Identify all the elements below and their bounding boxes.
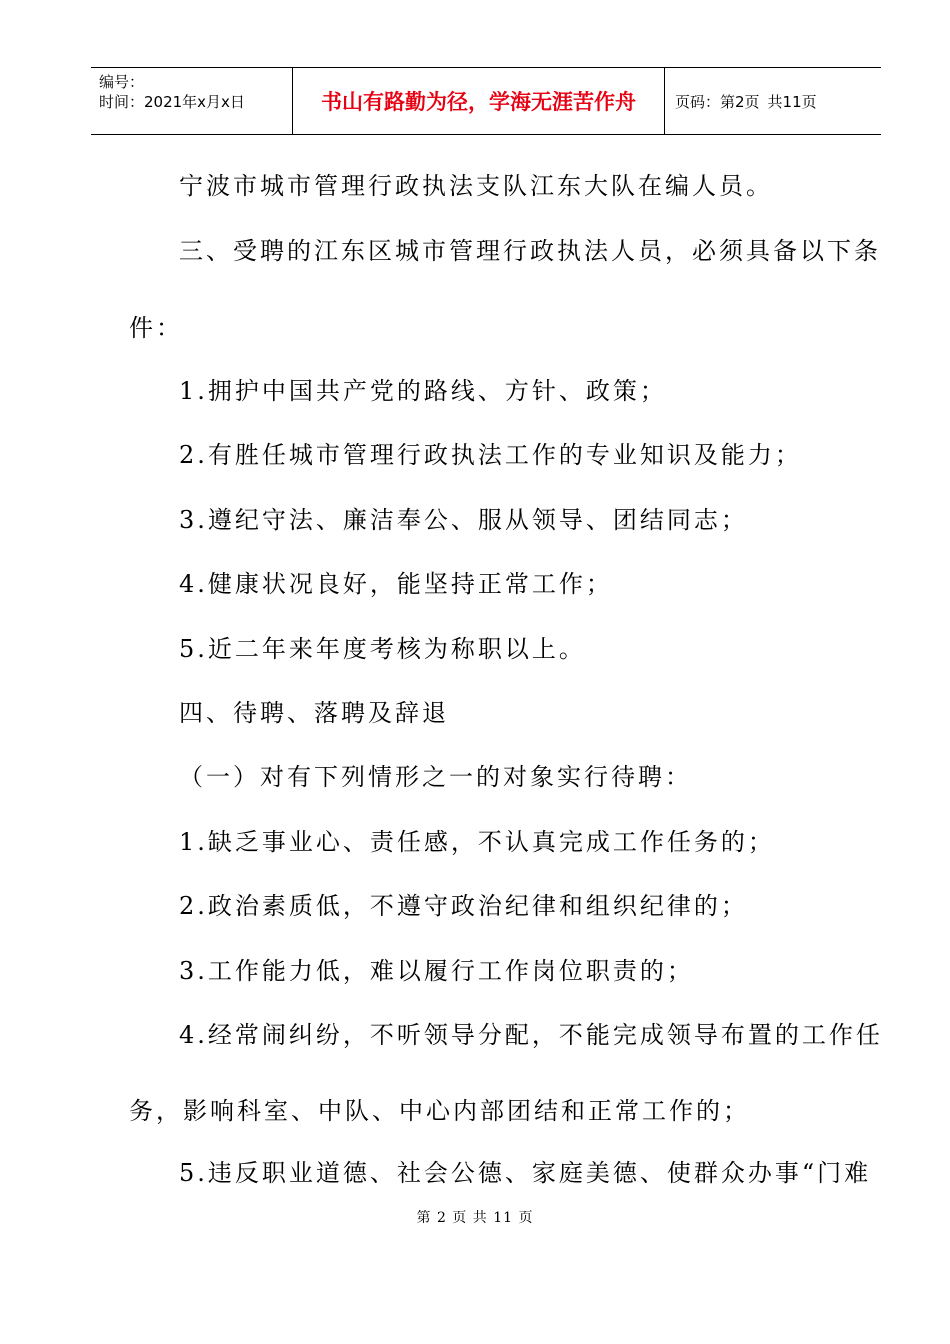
body-line: 务，影响科室、中队、中心内部团结和正常工作的；: [129, 1097, 750, 1125]
header-number-label: 编号：: [99, 73, 145, 91]
document-header: [91, 67, 881, 135]
body-line: 4.经常闹纠纷，不听领导分配，不能完成领导布置的工作任: [179, 1021, 883, 1049]
header-motto-cell: [293, 68, 665, 134]
header-meta-cell: [91, 68, 293, 134]
body-line: 三、受聘的江东区城市管理行政执法人员，必须具备以下条: [179, 237, 881, 265]
body-line: 1.拥护中国共产党的路线、方针、政策；: [179, 377, 667, 405]
body-line: 1.缺乏事业心、责任感，不认真完成工作任务的；: [179, 828, 775, 856]
header-time-label: 时间：2021年x月x日: [99, 93, 245, 111]
body-line: 3.工作能力低，难以履行工作岗位职责的；: [179, 957, 694, 985]
body-line: 2.政治素质低，不遵守政治纪律和组织纪律的；: [179, 892, 748, 920]
body-line: 4.健康状况良好，能坚持正常工作；: [179, 570, 613, 598]
header-page-label: 页码：第2页: [675, 92, 760, 111]
body-line: 3.遵纪守法、廉洁奉公、服从领导、团结同志；: [179, 506, 748, 534]
section-heading: 四、待聘、落聘及辞退: [179, 699, 449, 727]
body-line: 宁波市城市管理行政执法支队江东大队在编人员。: [179, 172, 773, 200]
body-line: 5.违反职业道德、社会公德、家庭美德、使群众办事“门难: [179, 1159, 872, 1187]
page-footer: 第 2 页 共 11 页: [416, 1210, 534, 1226]
header-total-label: 共11页: [767, 92, 817, 111]
header-page-cell: [665, 68, 881, 134]
header-motto: 书山有路勤为径，学海无涯苦作舟: [321, 90, 636, 114]
body-line: 2.有胜任城市管理行政执法工作的专业知识及能力；: [179, 441, 802, 469]
subsection-heading: （一）对有下列情形之一的对象实行待聘：: [179, 763, 692, 791]
body-line: 5.近二年来年度考核为称职以上。: [179, 635, 586, 663]
body-line: 件：: [129, 314, 183, 342]
